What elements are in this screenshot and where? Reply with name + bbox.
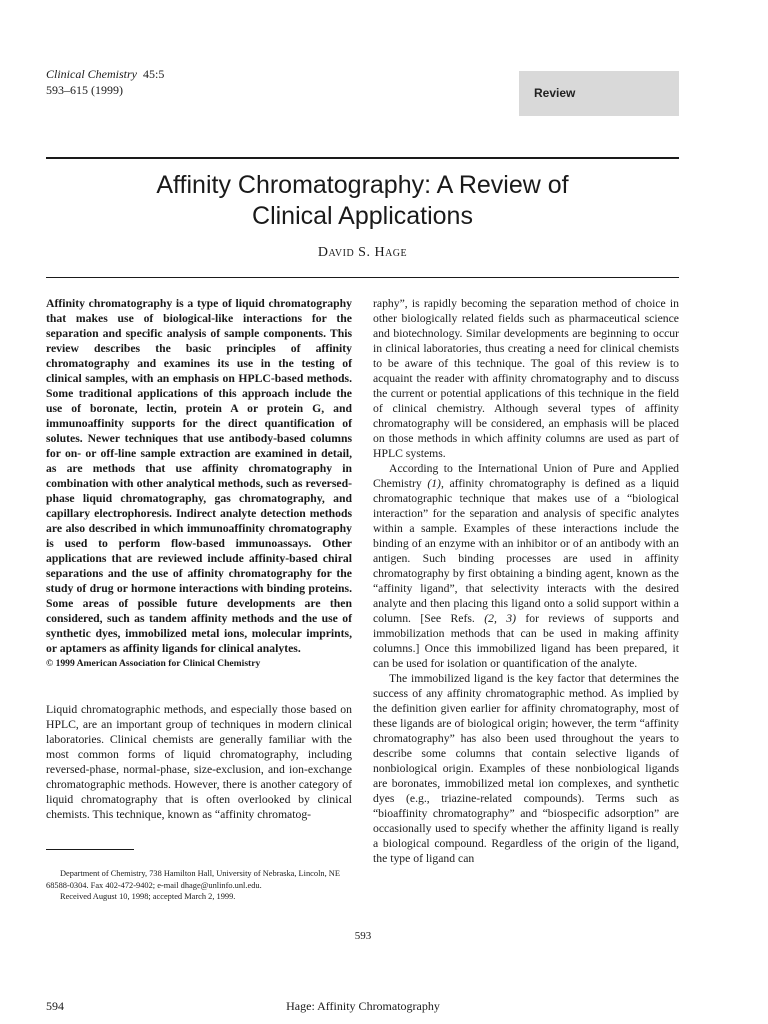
- abstract-column: [46, 296, 352, 670]
- pages-year: 593–615 (1999): [46, 83, 123, 97]
- received-dates: Received August 10, 1998; accepted March 2, 1999.: [60, 892, 236, 901]
- intro-paragraph: Liquid chromatographic methods, and especially those based on HPLC, are an important group of techniques in modern clinical laboratories. Clinical chemists are generally familiar with the most common forms of liquid chromatography, including reversed-phase, normal-phase, size-exclusion, and ion-exchange chromatographic methods. However, there is another category of liquid chromatography that is often overlooked by clinical chemists. This technique, known as “affinity chromatog-: [46, 703, 352, 821]
- title-rule: [46, 277, 679, 278]
- right-paragraph-1: raphy”, is rapidly becoming the separation method of choice in other biologically related fields such as pharmaceutical science and biotechnology. Similar developments are beginning to occur in clinical laboratories, thus creating a need for clinical chemists to be aware of this technique. The goal of this review is to acquaint the reader with affinity chromatography and to discuss the current or potential applications of this technique in the field of clinical chemistry. Although several types of affinity chromatography will be considered, an emphasis will be placed on those methods in which affinity columns are used as part of HPLC systems.: [373, 297, 679, 460]
- section-label-box: [519, 71, 679, 116]
- author-address: Department of Chemistry, 738 Hamilton Hall, University of Nebraska, Lincoln, NE 68588-0304. Fax 402-472-9402; e-mail dhage@unlinfo.unl.edu.: [46, 869, 340, 890]
- volume-issue: 45:5: [143, 67, 165, 81]
- right-paragraph-2: [373, 461, 679, 671]
- p2-text-a: According to the International Union of Pure and Applied Chemistry: [373, 462, 679, 490]
- abstract-text: Affinity chromatography is a type of liquid chromatography that makes use of biological-like interactions for the separation and specific analysis of sample components. This review describes the basic principles of affinity chromatography and examines its use in the testing of clinical samples, with an emphasis on HPLC-based methods. Some traditional applications of this approach include the use of boronate, lectin, protein A or protein G, and immunoaffinity supports for the direct quantification of solutes. Newer techniques that use antibody-based columns for on- or off-line sample extraction are examined in detail, as are methods that use affinity chromatography in combination with other analytical methods, such as reversed-phase liquid chromatography, gas chromatography, and capillary electrophoresis. Indirect analyte detection methods are also described in which immunoaffinity chromatography is used to perform flow-based immunoassays. Other applications that are reviewed include affinity-based chiral separations and the use of affinity chromatography for the study of drug or hormone interactions with binding proteins. Some areas of possible future developments are then considered, such as tandem affinity methods and the use of synthetic dyes, immobilized metal ions, molecular imprints, or aptamers as affinity ligands for clinical analytes.: [46, 297, 352, 655]
- title-line-1: Affinity Chromatography: A Review of: [156, 171, 569, 199]
- next-page-number: 594: [46, 999, 64, 1013]
- running-head: Hage: Affinity Chromatography: [286, 999, 440, 1013]
- right-paragraph-3: The immobilized ligand is the key factor that determines the success of any affinity chromatographic method. As implied by the definition given earlier for affinity chromatography, most of these ligands are of biological origin; however, the term “affinity chromatography” has also been used throughout the years to describe some columns that contain selective ligands of nonbiological origin. Examples of these nonbiological ligands are boronates, immobilized metal ion complexes, and synthetic dyes (e.g., triazine-related compounds). Terms such as “bioaffinity chromatography” and “biospecific adsorption” are occasionally used to specify whether the affinity ligand is really a biological compound. Regardless of the origin of the ligand, the type of ligand can: [373, 672, 679, 865]
- journal-citation: [46, 66, 164, 98]
- ref-1: (1): [427, 477, 441, 490]
- author-name: David S. Hage: [317, 245, 408, 260]
- p2-text-b: , affinity chromatography is defined as a liquid chromatographic technique that makes use of a “biological interaction” for the separation and analysis of specific analytes within a sample. Examples of these interactions include the binding of an enzyme with an inhibitor or of an antibody with an antigen. Such binding processes are used in affinity chromatography by first obtaining a binding agent, known as the “affinity ligand”, that selectivity interacts with the desired analyte and then placing this ligand onto a solid support within a column. [See Refs.: [373, 477, 679, 625]
- body-left-column: [46, 702, 352, 822]
- top-rule: [46, 157, 679, 159]
- footnote: [46, 868, 352, 903]
- body-right-column: [373, 296, 679, 866]
- article-title: [46, 170, 679, 232]
- title-line-2: Clinical Applications: [252, 202, 473, 230]
- journal-name: Clinical Chemistry: [46, 67, 137, 81]
- page-number: 593: [354, 930, 372, 942]
- section-label: Review: [534, 86, 576, 100]
- copyright-line: © 1999 American Association for Clinical Chemistry: [46, 658, 261, 669]
- ref-2-3: (2, 3): [484, 612, 516, 625]
- p2-text-c: for reviews of supports and immobilization methods that can be used in making affinity columns.] Once this immobilized ligand has been prepared, it can be used for isolation or quantification of the analyte.: [373, 612, 679, 670]
- footnote-rule: [46, 849, 134, 850]
